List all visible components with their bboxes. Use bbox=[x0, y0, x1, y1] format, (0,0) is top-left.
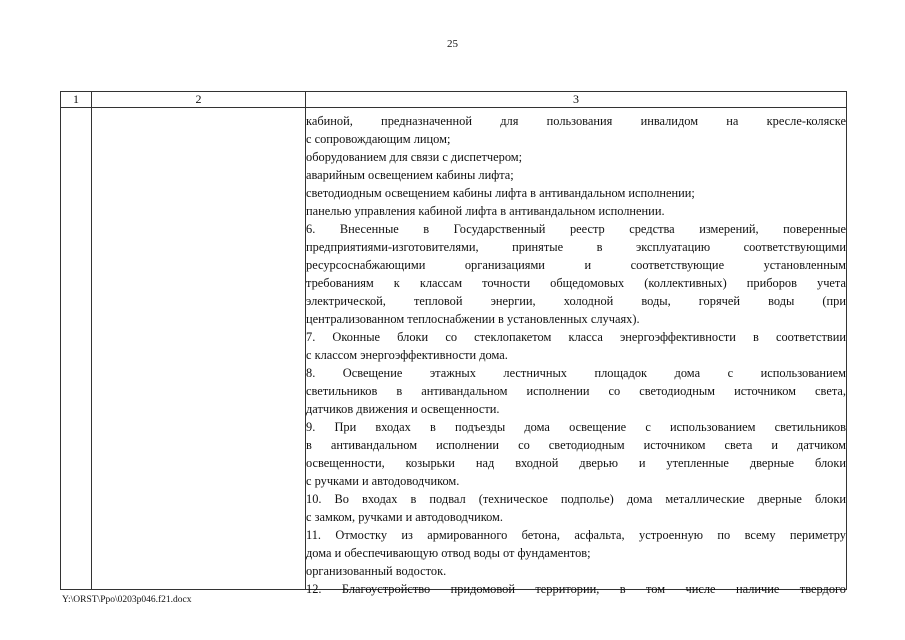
text-line: дома и обеспечивающую отвод воды от фундаментов; bbox=[306, 546, 591, 560]
text-line: светодиодным освещением кабины лифта в антивандальном исполнении; bbox=[306, 186, 695, 200]
text-line: кабиной, предназначенной для пользования инвалидом на кресле-коляске bbox=[306, 114, 846, 128]
header-col-2: 2 bbox=[195, 92, 202, 106]
text-line: 8. Освещение этажных лестничных площадок дома с использованием bbox=[306, 366, 846, 380]
text-line: светильников в антивандальном исполнении со светодиодным источником света, bbox=[306, 384, 846, 398]
text-line: с сопровождающим лицом; bbox=[306, 132, 451, 146]
text-line: организованный водосток. bbox=[306, 564, 447, 578]
text-line: освещенности, козырьки над входной дверью и утепленные дверные блоки bbox=[306, 456, 846, 470]
text-line: 9. При входах в подъезды дома освещение с использованием светильников bbox=[306, 420, 846, 434]
text-line: оборудованием для связи с диспетчером; bbox=[306, 150, 523, 164]
text-line: в антивандальном исполнении со светодиодным источником света и датчиком bbox=[306, 438, 846, 452]
text-line: 10. Во входах в подвал (техническое подполье) дома металлические дверные блоки bbox=[306, 492, 846, 506]
text-line: панелью управления кабиной лифта в антивандальном исполнении. bbox=[306, 204, 665, 218]
header-col-3: 3 bbox=[573, 92, 579, 106]
text-line: ресурсоснабжающими организациями и соответствующие установленным bbox=[306, 258, 846, 272]
text-line: с классом энергоэффективности дома. bbox=[306, 348, 508, 362]
footer-file-path: Y:\ORST\Ppo\0203p046.f21.docx bbox=[62, 595, 192, 605]
text-line: 7. Оконные блоки со стеклопакетом класса энергоэффективности в соответствии bbox=[306, 330, 846, 344]
page-number: 25 bbox=[447, 38, 458, 50]
text-line: требованиям к классам точности общедомовых (коллективных) приборов учета bbox=[306, 276, 846, 290]
text-line: 12. Благоустройство придомовой территории, в том числе наличие твердого bbox=[306, 582, 846, 596]
text-line: датчиков движения и освещенности. bbox=[306, 402, 500, 416]
column-divider-1 bbox=[91, 92, 92, 589]
text-line: 11. Отмостку из армированного бетона, асфальта, устроенную по всему периметру bbox=[306, 528, 846, 542]
text-line: с ручками и автодоводчиком. bbox=[306, 474, 460, 488]
text-line: предприятиями-изготовителями, принятые в эксплуатацию соответствующими bbox=[306, 240, 846, 254]
table-header-row bbox=[61, 92, 846, 108]
text-line: с замком, ручками и автодоводчиком. bbox=[306, 510, 503, 524]
table-cell-col3 bbox=[306, 112, 846, 598]
text-line: аварийным освещением кабины лифта; bbox=[306, 168, 514, 182]
text-line: централизованном теплоснабжении в установленных случаях). bbox=[306, 312, 640, 326]
text-line: электрической, тепловой энергии, холодной воды, горячей воды (при bbox=[306, 294, 846, 308]
header-col-1: 1 bbox=[73, 92, 79, 106]
document-table bbox=[60, 91, 847, 596]
text-line: 6. Внесенные в Государственный реестр средства измерений, поверенные bbox=[306, 222, 846, 236]
